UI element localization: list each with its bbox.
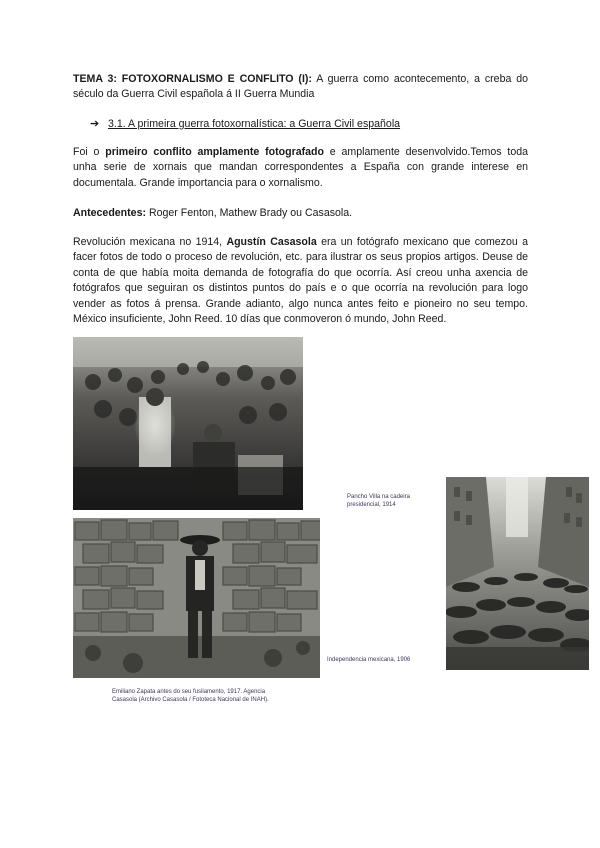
antecedentes-paragraph bbox=[73, 206, 528, 221]
photo-villa-presidential-chair bbox=[73, 337, 303, 510]
photo-independence-crowd bbox=[446, 477, 589, 670]
photo-zapata-stone-wall bbox=[73, 518, 320, 678]
subsection-link[interactable]: 3.1. A primeira guerra fotoxornalística: a Guerra Civil española bbox=[108, 118, 401, 130]
caption-villa: Pancho Villa na cadeira presidencial, 1914 bbox=[347, 494, 410, 508]
revolucion-pre: Revolución mexicana no 1914, bbox=[73, 236, 227, 248]
caption-independence: Independencia mexicana, 1906 bbox=[327, 657, 411, 663]
revolucion-bold: Agustín Casasola bbox=[226, 236, 317, 248]
revolucion-paragraph bbox=[73, 235, 528, 327]
subsection-heading bbox=[90, 117, 520, 132]
section-title bbox=[73, 72, 528, 103]
title-rest: A guerra como acontecemento, a creba do século da Guerra Civil española á II Guerra Mundia bbox=[73, 73, 528, 101]
intro-bold: primeiro conflito amplamente fotografado bbox=[105, 146, 324, 158]
title-bold: TEMA 3: FOTOXORNALISMO E CONFLITO (I): bbox=[73, 73, 312, 85]
caption-zapata: Emiliano Zapata antes do seu fusilamento, 1917. Agencia Casasola (Archivo Casasola / Fototeca Nacional de INAH). bbox=[112, 689, 269, 703]
revolucion-post: era un fotógrafo mexicano que comezou a facer fotos de todo o proceso de revolución, etc. para ilustrar os seus propios artigos. Deuse de conta de que había moita demanda de fotografía do que ocorría. Así creou unha axencia de fotógrafos que seguiran os distintos puntos do país e o que ocorría na revolución para logo vender as fotos á prensa. Grande adianto, algo nunca antes feito e pioneiro no seu tempo. México insuficiente, John Reed. 10 días que conmoveron ó mundo, John Reed. bbox=[73, 236, 528, 326]
intro-post: e amplamente desenvolvido.Temos toda unha serie de xornais que mandan correspondentes a España con grande interese en documentala. Grande importancia para o xornalismo. bbox=[73, 146, 528, 189]
intro-paragraph bbox=[73, 145, 528, 191]
antecedentes-text: Roger Fenton, Mathew Brady ou Casasola. bbox=[146, 207, 353, 219]
arrow-right-icon: ➔ bbox=[90, 118, 100, 130]
antecedentes-label: Antecedentes: bbox=[73, 207, 146, 219]
intro-pre: Foi o bbox=[73, 146, 106, 158]
